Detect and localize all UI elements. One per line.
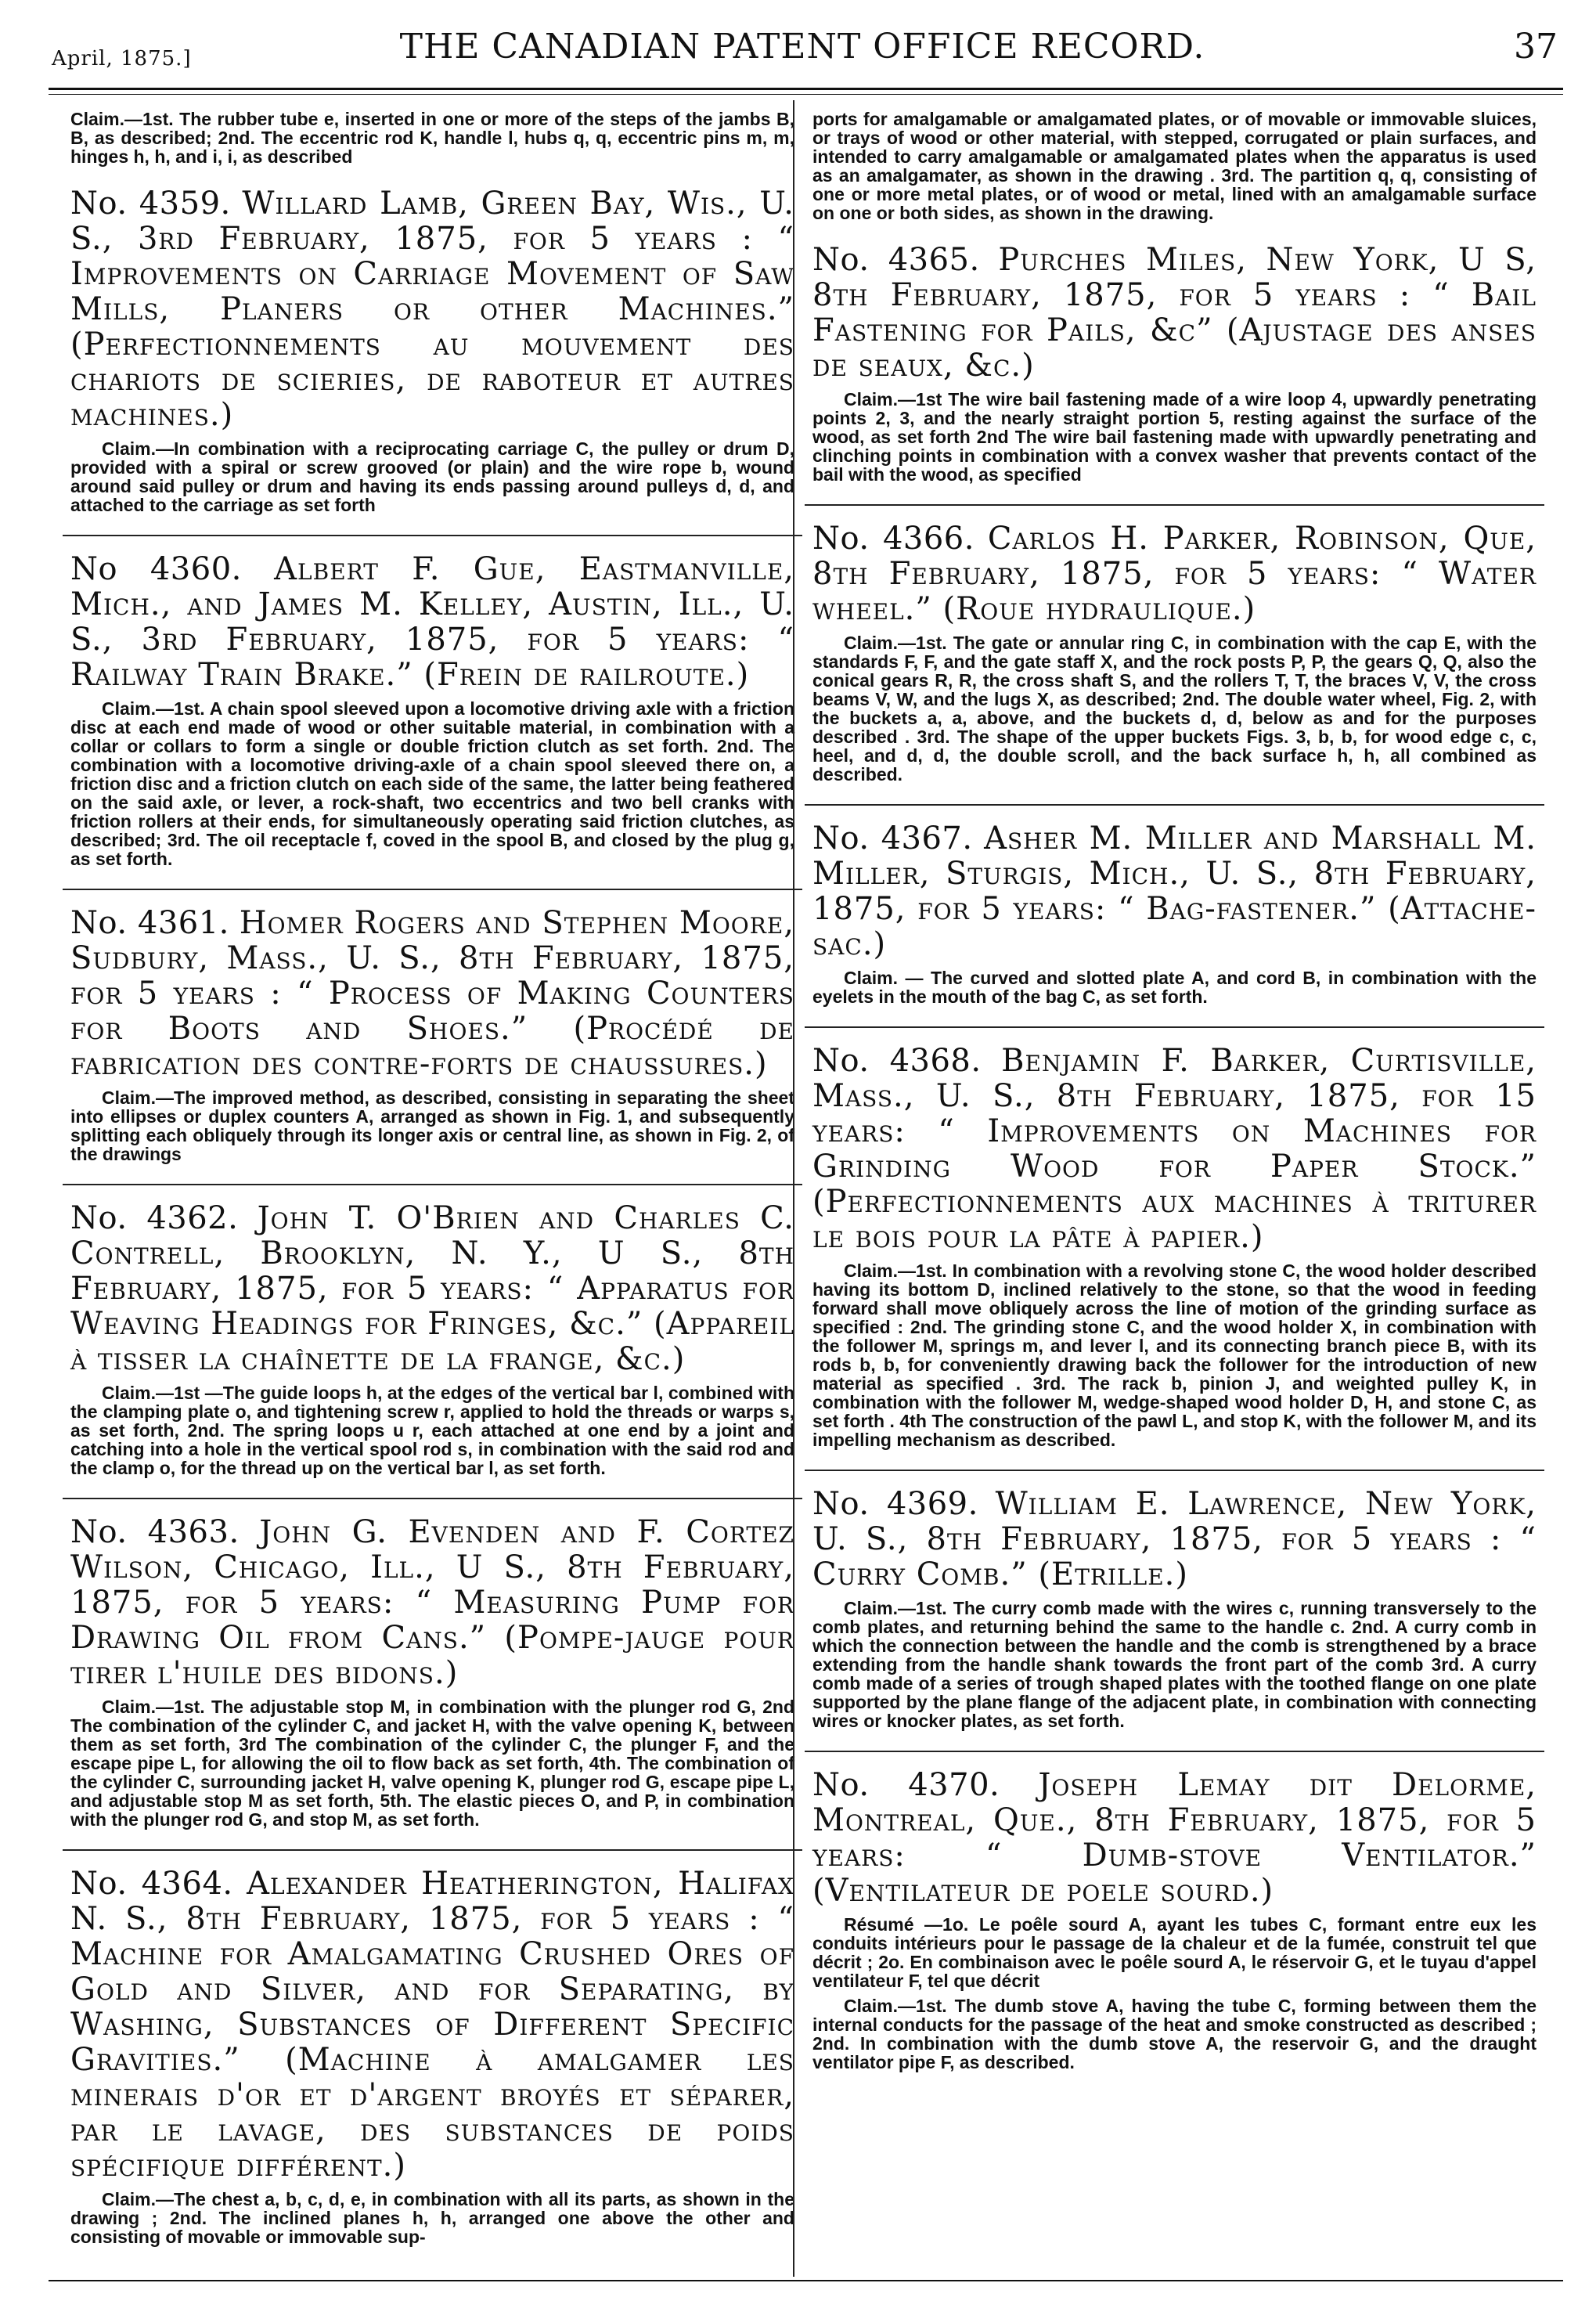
patent-number: No. 4370. — [812, 1767, 1000, 1803]
patent-claim: Claim.—1st —The guide loops h, at the edges of the vertical bar l, combined with the clamping plate o, and tightening screw r, applied to hold the threads or warps s, as set forth, 2nd. The spring loops u r, each attached at one end by a joint and catching into a hole in the vertical spool rod s, in combination with the said rod and the clamp o, for the thread up on the vertical bar l, as set forth. — [70, 1383, 794, 1478]
patent-number: No. 4368. — [812, 1043, 982, 1079]
patent-entry — [70, 186, 794, 514]
patent-heading — [70, 1866, 794, 2184]
patent-entry — [812, 1768, 1537, 2072]
column-divider — [793, 100, 794, 2277]
entry-separator — [63, 1849, 802, 1851]
patent-number: No. 4365. — [812, 242, 980, 278]
patent-claim: Claim.—1st The wire bail fastening made of a wire loop 4, upwardly penetrating points 2, 3, and the nearly straight portion 5, resting against the surface of the wood, as set forth 2nd The wire bail fastening made with upwardly penetrating and clinching points in combination with a convex washer that prevents contact of the bail with the wood, as specified — [812, 389, 1537, 485]
patent-title: Benjamin F. Barker, Curtisville, Mass., U. S., 8th February, 1875, for 15 years: “ Improvements on Machines for Grinding Wood for Paper Stock.” (Perfectionnements aux machines à triturer le bois pour la pâte à papier.) — [812, 1043, 1537, 1255]
patent-entry — [812, 1044, 1537, 1449]
patent-title: Alexander Heatherington, Halifax N. S., 8th February, 1875, for 5 years : “ Machine for Amalgamating Crushed Ores of Gold and Silver, and for Separating, by Washing, Substances of Different Specific Gravities.” (Machine à amalgamer les minerais d'or et d'argent broyés et séparer, par le lavage, des substances de poids spécifique différent.) — [70, 1866, 794, 2184]
patent-entry — [70, 1515, 794, 1829]
patent-claim: Claim.—1st. A chain spool sleeved upon a locomotive driving axle with a friction disc at each end made of wood or other suitable material, in combination with a collar or collars to form a single or double friction clutch as set forth. 2nd. The combination with a locomotive driving-axle of a chain spool sleeved there on, a friction disc and a friction clutch on each side of the same, the latter being feathered on the said axle, or lever, a rock-shaft, two eccentrics and two bell cranks with friction rollers at their ends, for simultaneously operating said friction clutches, as described; 3rd. The oil receptacle f, coved in the spool B, and closed by the plug g, as set forth. — [70, 698, 794, 869]
entry-separator — [63, 1184, 802, 1185]
entry-separator — [805, 1470, 1544, 1471]
patent-claim: Résumé —1o. Le poêle sourd A, ayant les tubes C, formant entre eux les conduits intérieurs pour le passage de la chaleur et de la fumée, construit tel que décrit ; 2o. En combinaison avec le poêle sourd A, le réservoir G, et le tuyau d'appel ventilateur F, tel que décrit — [812, 1914, 1537, 1991]
patent-number: No. 4369. — [812, 1486, 978, 1522]
patent-heading — [812, 1044, 1537, 1255]
patent-title: John T. O'Brien and Charles C. Contrell, Brooklyn, N. Y., U S., 8th February, 1875, for 5 years: “ Apparatus for Weaving Headings for Fringes, &c.” (Appareil à tisser la chaînette de la frange, &c.) — [70, 1200, 795, 1377]
patent-title: Homer Rogers and Stephen Moore, Sudbury, Mass., U. S., 8th February, 1875, for 5 years : “ Process of Making Counters for Boots and Shoes.” (Procédé de fabrication des contre-forts de chaussures.) — [70, 905, 794, 1082]
patent-claim: Claim.—1st. The gate or annular ring C, in combination with the cap E, with the standards F, F, and the gate staff X, and the rock posts P, P, the gears Q, Q, also the conical gears R, R, the cross shaft S, and the rollers T, T, the braces V, V, the cross beams V, W, and the lugs X, as described; 2nd. The double water wheel, Fig. 2, with the buckets a, a, above, and the buckets d, d, below as and for the purposes described . 3rd. The shape of the upper buckets Figs. 3, b, b, for wood edge c, c, heel, and d, d, the double scroll, and the back surface h, h, all combined as described. — [812, 633, 1537, 784]
patent-heading — [812, 243, 1537, 384]
issue-date: April, 1875.] — [52, 47, 192, 70]
patent-heading — [812, 1768, 1537, 1909]
patent-claim: Claim.—The improved method, as described, consisting in separating the sheet into ellipses or duplex counters A, arranged as shown in Fig. 1, and subsequently splitting each obliquely through its longer axis or central line, as shown in Fig. 2, of the drawings — [70, 1087, 794, 1164]
page-number: 37 — [1514, 27, 1558, 67]
patent-claim: Claim.—1st. The dumb stove A, having the tube C, forming between them the internal conducts for the passage of the heat and smoke constructed as described ; 2nd. In combination with the dumb stove A, the reservoir G, and the draught ventilator pipe F, as described. — [812, 1996, 1537, 2072]
patent-heading — [70, 1201, 794, 1377]
entry-separator — [805, 1751, 1544, 1752]
patent-number: No. 4364. — [70, 1866, 233, 1902]
left-column — [70, 110, 794, 2267]
patent-number: No. 4367. — [812, 820, 973, 857]
entry-separator — [805, 1026, 1544, 1028]
patent-number: No. 4361. — [70, 905, 229, 941]
patent-heading — [70, 186, 794, 433]
publication-title: THE CANADIAN PATENT OFFICE RECORD. — [399, 27, 1205, 67]
patent-claim: Claim.—In combination with a reciprocating carriage C, the pulley or drum D, provided with a spiral or screw grooved (or plain) and the wire rope b, wound around said pulley or drum and having its ends passing around pulleys d, d, and attached to the carriage as set forth — [70, 438, 794, 515]
patent-entry — [70, 1866, 794, 2246]
entry-separator — [63, 535, 802, 536]
patent-heading — [70, 552, 794, 693]
patent-number: No 4360. — [70, 551, 242, 587]
patent-title: Willard Lamb, Green Bay, Wis., U. S., 3rd February, 1875, for 5 years : “ Improvements on Carriage Movement of Saw Mills, Planers or other Machines.” (Perfectionnements au mouvement des chariots de scieries, de raboteur et autres machines.) — [70, 186, 794, 433]
header-rule — [49, 88, 1563, 90]
patent-number: No. 4359. — [70, 186, 231, 222]
continued-claim: ports for amalgamable or amalgamated plates, or of movable or immovable sluices, or trays of wood or other material, with stepped, corrugated or plain surfaces, and intended to carry amalgamable or amalgamated plates when the apparatus is used as an amalgamater, as shown in the drawing . 3rd. The partition q, q, consisting of one or more metal plates, or of wood or metal, lined with an amalgamable surface on one or both sides, as shown in the drawing. — [812, 109, 1537, 223]
patent-entry — [70, 552, 794, 868]
patent-entry — [812, 521, 1537, 784]
patent-claim: Claim.—1st. The adjustable stop M, in combination with the plunger rod G, 2nd The combination of the cylinder C, and jacket H, with the valve opening K, between them as set forth, 3rd The combination of the cylinder C, the plunger F, and the escape pipe L, for allowing the oil to flow back as set forth, 4th. The combination of the cylinder C, surrounding jacket H, valve opening K, plunger rod G, escape pipe L, and adjustable stop M as set forth, 5th. The elastic pieces O, and P, in combination with the plunger rod G, and stop M, as set forth. — [70, 1697, 794, 1830]
patent-title: Carlos H. Parker, Robinson, Que, 8th February, 1875, for 5 years: “ Water wheel.” (Roue hydraulique.) — [812, 521, 1537, 627]
patent-title: Purches Miles, New York, U S, 8th February, 1875, for 5 years : “ Bail Fastening for Pails, &c” (Ajustage des anses de seaux, &c.) — [812, 242, 1537, 384]
patent-title: Asher M. Miller and Marshall M. Miller, Sturgis, Mich., U. S., 8th February, 1875, for 5 years: “ Bag-fastener.” (Attache-sac.) — [812, 820, 1537, 962]
patent-heading — [70, 906, 794, 1082]
patent-entry — [812, 243, 1537, 484]
entry-separator — [805, 804, 1544, 806]
patent-number: No. 4363. — [70, 1514, 240, 1550]
entry-separator — [805, 504, 1544, 506]
patent-entry — [812, 1487, 1537, 1730]
patent-claim: Claim.—1st. The curry comb made with the wires c, running transversely to the comb plates, and returning behind the same to the handle c. 2nd. A curry comb in which the connection between the handle and the comb is strengthened by a brace extending from the handle shank towards the front part of the comb 3rd. A curry comb made of a series of trough shaped plates with the toothed flange on one plate supported by the plane flange of the adjacent plate, in combination with connecting wires or knocker plates, as set forth. — [812, 1598, 1537, 1731]
right-column — [812, 110, 1537, 2092]
patent-title: William E. Lawrence, New York, U. S., 8th February, 1875, for 5 years : “ Curry Comb.” (Etrille.) — [812, 1486, 1537, 1592]
patent-title: Albert F. Gue, Eastmanville, Mich., and James M. Kelley, Austin, Ill., U. S., 3rd February, 1875, for 5 years: “ Railway Train Brake.” (Frein de railroute.) — [70, 551, 794, 693]
header-rule-thin — [49, 94, 1563, 95]
patent-entry — [70, 1201, 794, 1477]
patent-heading — [70, 1515, 794, 1691]
patent-number: No. 4366. — [812, 521, 975, 557]
patent-number: No. 4362. — [70, 1200, 239, 1236]
entry-separator — [63, 889, 802, 890]
patent-title: Joseph Lemay dit Delorme, Montreal, Que., 8th February, 1875, for 5 years: “ Dumb-stove Ventilator.” (Ventilateur de poele sourd.) — [812, 1767, 1537, 1909]
patent-heading — [812, 821, 1537, 962]
patent-heading — [812, 521, 1537, 627]
patent-claim: Claim.—1st. In combination with a revolving stone C, the wood holder described having its bottom D, inclined relatively to the stone, so that the wood in feeding forward shall move obliquely across the line of motion of the grinding surface as specified : 2nd. The grinding stone C, and the wood holder X, in combination with the follower M, springs m, and lever l, and its connecting branch piece B, with its rods b, b, for conveniently drawing back the follower for the introduction of new material as specified . 3rd. The rack b, pinion J, and weighted pulley K, in combination with the follower M, wedge-shaped wood holder D, H, and stone C, as set forth . 4th The construction of the pawl L, and stop K, with the follower M, and its impelling mechanism as described. — [812, 1261, 1537, 1450]
patent-heading — [812, 1487, 1537, 1592]
entry-separator — [63, 1498, 802, 1499]
patent-claim: Claim. — The curved and slotted plate A, and cord B, in combination with the eyelets in the mouth of the bag C, as set forth. — [812, 968, 1537, 1007]
patent-claim: Claim.—The chest a, b, c, d, e, in combination with all its parts, as shown in the drawing ; 2nd. The inclined planes h, h, arranged one above the other and consisting of movable or immovable sup- — [70, 2189, 794, 2247]
patent-entry — [70, 906, 794, 1163]
footer-rule — [49, 2280, 1563, 2281]
continued-claim: Claim.—1st. The rubber tube e, inserted in one or more of the steps of the jambs B, B, as described; 2nd. The eccentric rod K, handle l, hubs q, q, eccentric pins m, m, hinges h, h, and i, i, as described — [70, 109, 794, 167]
patent-entry — [812, 821, 1537, 1006]
masthead — [47, 23, 1558, 78]
patent-title: John G. Evenden and F. Cortez Wilson, Chicago, Ill., U S., 8th February, 1875, for 5 years: “ Measuring Pump for Drawing Oil from Cans.” (Pompe-jauge pour tirer l'huile des bidons.) — [70, 1514, 794, 1691]
